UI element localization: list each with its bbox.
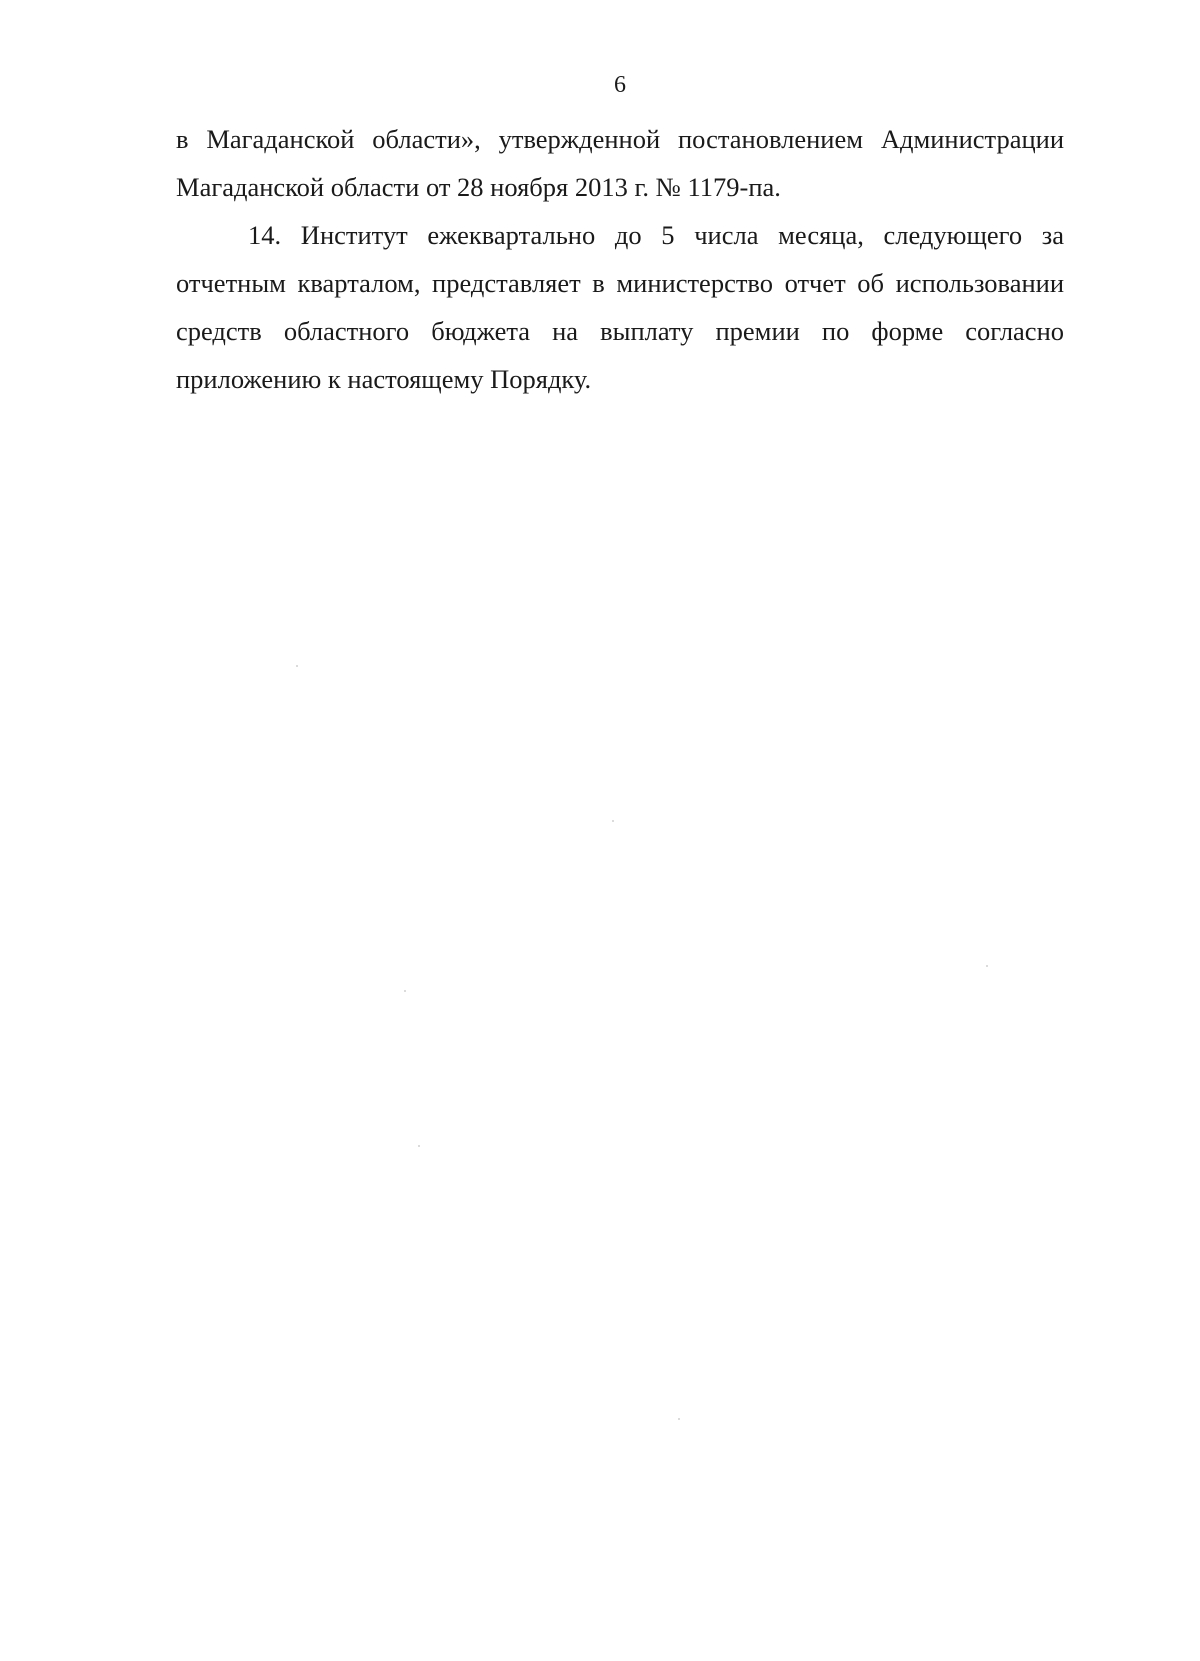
continuation-text: в Магаданской области», утвержденной постановлением Администрации Магаданской области от 28 ноября 2013 г. № 1179-па. — [176, 124, 1064, 202]
scan-speck — [404, 990, 406, 992]
scan-speck — [986, 965, 988, 967]
scan-speck — [296, 665, 298, 667]
scan-speck — [678, 1418, 680, 1420]
paragraph-14 — [176, 211, 1064, 403]
scan-speck — [612, 820, 614, 822]
scan-speck — [418, 1145, 420, 1147]
paragraph-14-text: 14. Институт ежеквартально до 5 числа месяца, следующего за отчетным кварталом, представляет в министерство отчет об использовании средств областного бюджета на выплату премии по форме согласно приложению к настоящему Порядку. — [176, 220, 1064, 394]
page-number: 6 — [614, 72, 626, 98]
continuation-paragraph — [176, 115, 1064, 211]
